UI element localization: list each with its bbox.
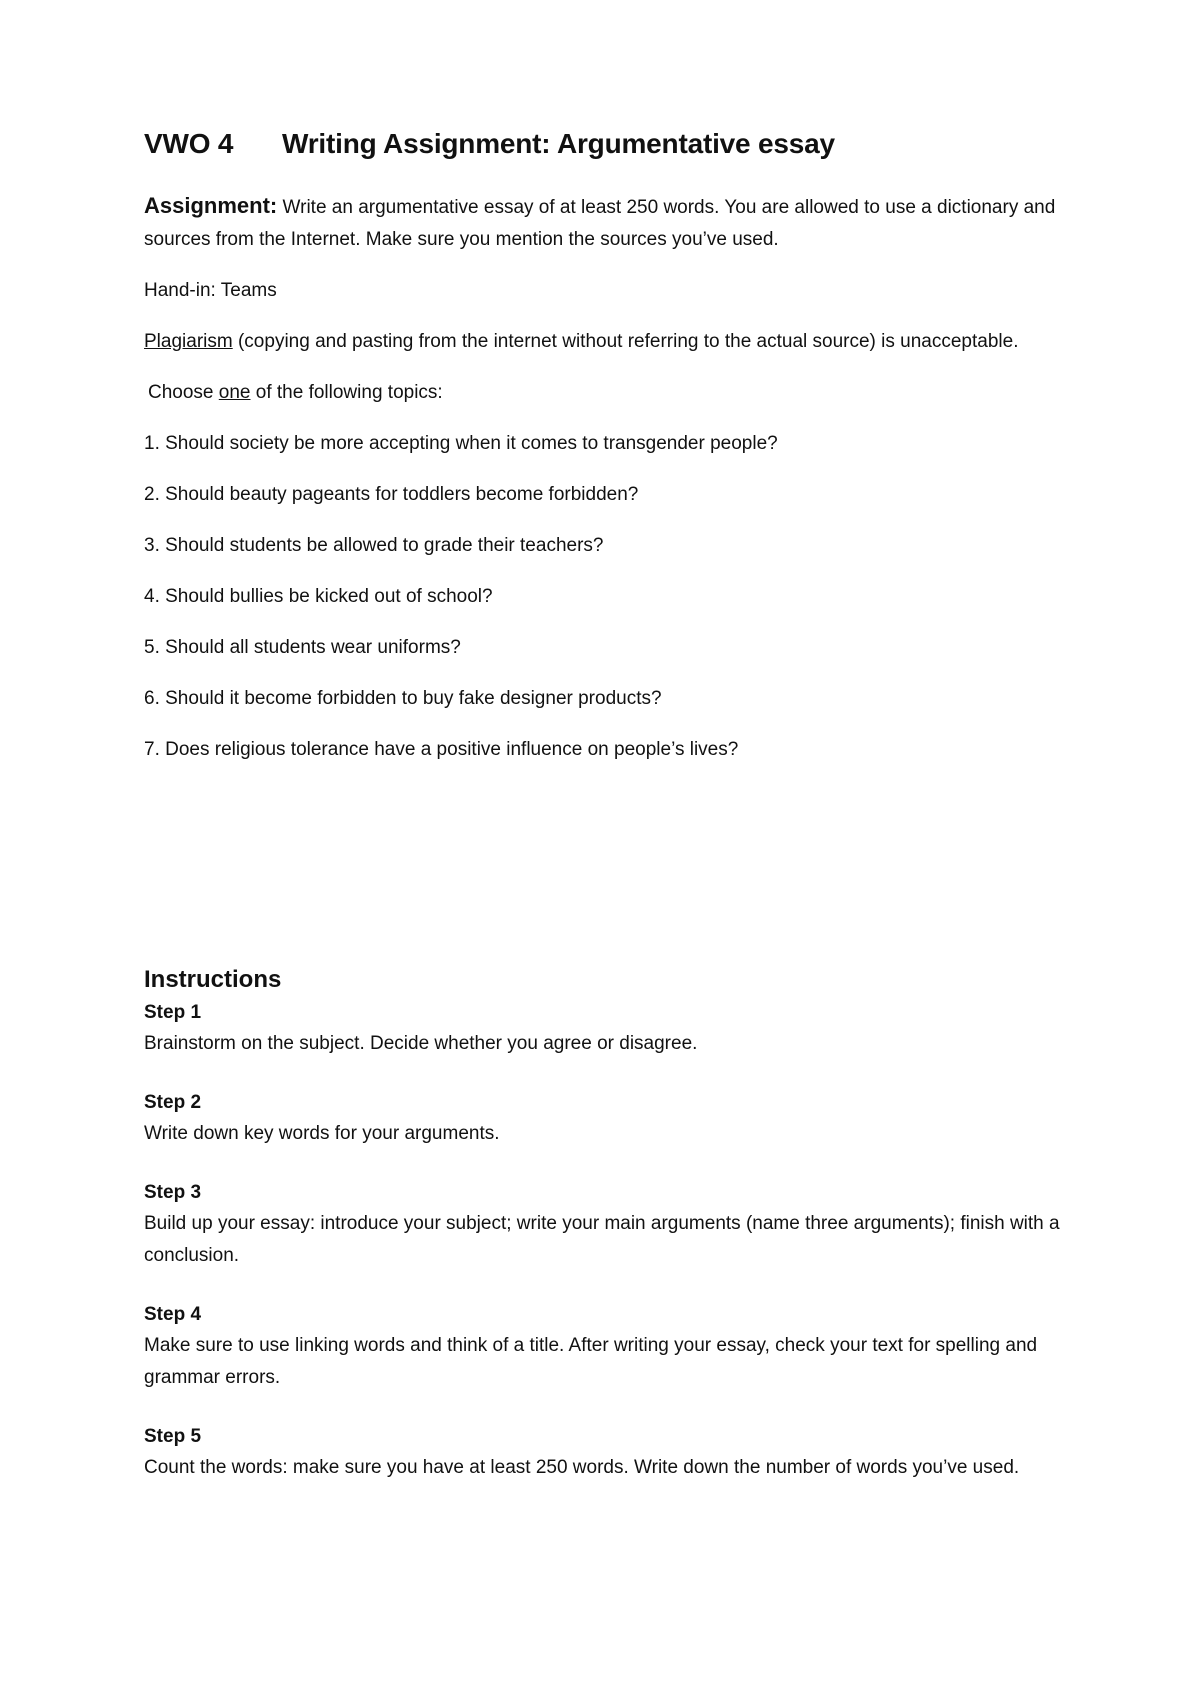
topic-item: 4. Should bullies be kicked out of school? — [144, 586, 493, 607]
topic-item: 6. Should it become forbidden to buy fake designer products? — [144, 688, 662, 709]
plagiarism-text: (copying and pasting from the internet without referring to the actual source) is unacceptable. — [232, 331, 1019, 352]
plagiarism-term: Plagiarism — [144, 331, 233, 352]
assignment-label: Assignment: — [144, 193, 278, 218]
choose-before: Choose — [148, 382, 219, 403]
grade-level: VWO 4 — [144, 128, 234, 159]
step-block — [144, 1178, 1064, 1272]
choose-after: of the following topics: — [250, 382, 443, 403]
assignment-paragraph — [144, 190, 1064, 256]
step-label: Step 5 — [144, 1426, 202, 1447]
step-block — [144, 1422, 1064, 1484]
hand-in-line: Hand-in: Teams — [144, 280, 277, 301]
step-block — [144, 998, 1064, 1060]
topic-list — [144, 428, 1064, 766]
topic-item: 3. Should students be allowed to grade their teachers? — [144, 535, 604, 556]
title-text: Writing Assignment: Argumentative essay — [282, 128, 835, 159]
plagiarism-paragraph — [144, 326, 1064, 358]
step-block — [144, 1088, 1064, 1150]
step-text: Make sure to use linking words and think of a title. After writing your essay, check your text for spelling and grammar errors. — [144, 1335, 1038, 1388]
step-label: Step 1 — [144, 1002, 202, 1023]
choose-emphasis: one — [218, 382, 251, 403]
step-text: Write down key words for your arguments. — [144, 1123, 500, 1144]
step-text: Count the words: make sure you have at least 250 words. Write down the number of words you’ve used. — [144, 1457, 1020, 1478]
topic-item: 5. Should all students wear uniforms? — [144, 637, 461, 658]
topic-item: 1. Should society be more accepting when it comes to transgender people? — [144, 433, 778, 454]
instructions-section — [144, 966, 1064, 1512]
step-text: Build up your essay: introduce your subject; write your main arguments (name three arguments); finish with a conclusion. — [144, 1213, 1060, 1266]
topic-item: 2. Should beauty pageants for toddlers become forbidden? — [144, 484, 639, 505]
choose-line — [144, 377, 1064, 409]
step-block — [144, 1300, 1064, 1394]
step-label: Step 4 — [144, 1304, 202, 1325]
document-title — [144, 128, 1064, 160]
instructions-heading: Instructions — [144, 966, 282, 993]
topic-item: 7. Does religious tolerance have a positive influence on people’s lives? — [144, 739, 739, 760]
assignment-section — [144, 128, 1064, 785]
step-text: Brainstorm on the subject. Decide whether you agree or disagree. — [144, 1033, 698, 1054]
step-label: Step 3 — [144, 1182, 202, 1203]
step-label: Step 2 — [144, 1092, 202, 1113]
assignment-text: Write an argumentative essay of at least 250 words. You are allowed to use a dictionary and sources from the Internet. Make sure you mention the sources you’ve used. — [144, 197, 1056, 250]
